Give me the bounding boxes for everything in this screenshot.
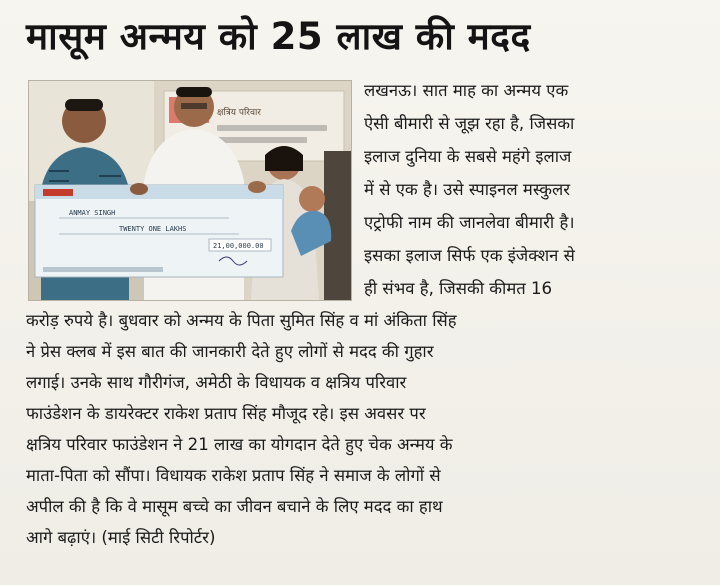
body-line: क्षत्रिय परिवार फाउंडेशन ने 21 लाख का योगदान देते हुए चेक अन्मय के [26,435,453,454]
article-body-full-width [26,305,716,553]
body-line: एट्रोफी नाम की जानलेवा बीमारी है। [364,213,575,232]
body-line: ऐसी बीमारी से जूझ रहा है, जिसका [364,114,575,133]
cheque-payee: ANMAY SINGH [69,209,116,217]
headline: मासूम अन्मय को 25 लाख की मदद [26,15,531,58]
body-line: इलाज दुनिया के सबसे महंगे इलाज [364,147,572,166]
banner-text: क्षत्रिय परिवार [217,108,261,118]
body-line: ने प्रेस क्लब में इस बात की जानकारी देते हुए लोगों से मदद की गुहार [26,342,434,361]
body-line: इसका इलाज सिर्फ एक इंजेक्शन से [364,246,575,265]
body-line: ही संभव है, जिसकी कीमत 16 [364,279,553,298]
body-line: में से एक है। उसे स्पाइनल मस्कुलर [364,180,571,199]
body-line: लखनऊ। सात माह का अन्मय एक [364,81,569,100]
cheque-amount-words: TWENTY ONE LAKHS [119,225,187,233]
body-line: माता-पिता को सौंपा। विधायक राकेश प्रताप सिंह ने समाज के लोगों से [26,466,441,485]
body-line: करोड़ रुपये है। बुधवार को अन्मय के पिता सुमित सिंह व मां अंकिता सिंह [26,311,457,330]
body-line: अपील की है कि वे मासूम बच्चे का जीवन बचाने के लिए मदद का हाथ [26,497,443,516]
body-line: फाउंडेशन के डायरेक्टर राकेश प्रताप सिंह मौजूद रहे। इस अवसर पर [26,404,426,423]
cheque-handover-illustration [29,81,351,300]
news-photo [28,80,352,301]
article-body-beside-photo [364,74,714,305]
body-line: आगे बढ़ाएं। (माई सिटी रिपोर्टर) [26,528,216,547]
cheque [35,185,283,277]
body-line: लगाई। उनके साथ गौरीगंज, अमेठी के विधायक व क्षत्रिय परिवार [26,373,407,392]
cheque-amount-figure: 21,00,000.00 [213,242,264,250]
